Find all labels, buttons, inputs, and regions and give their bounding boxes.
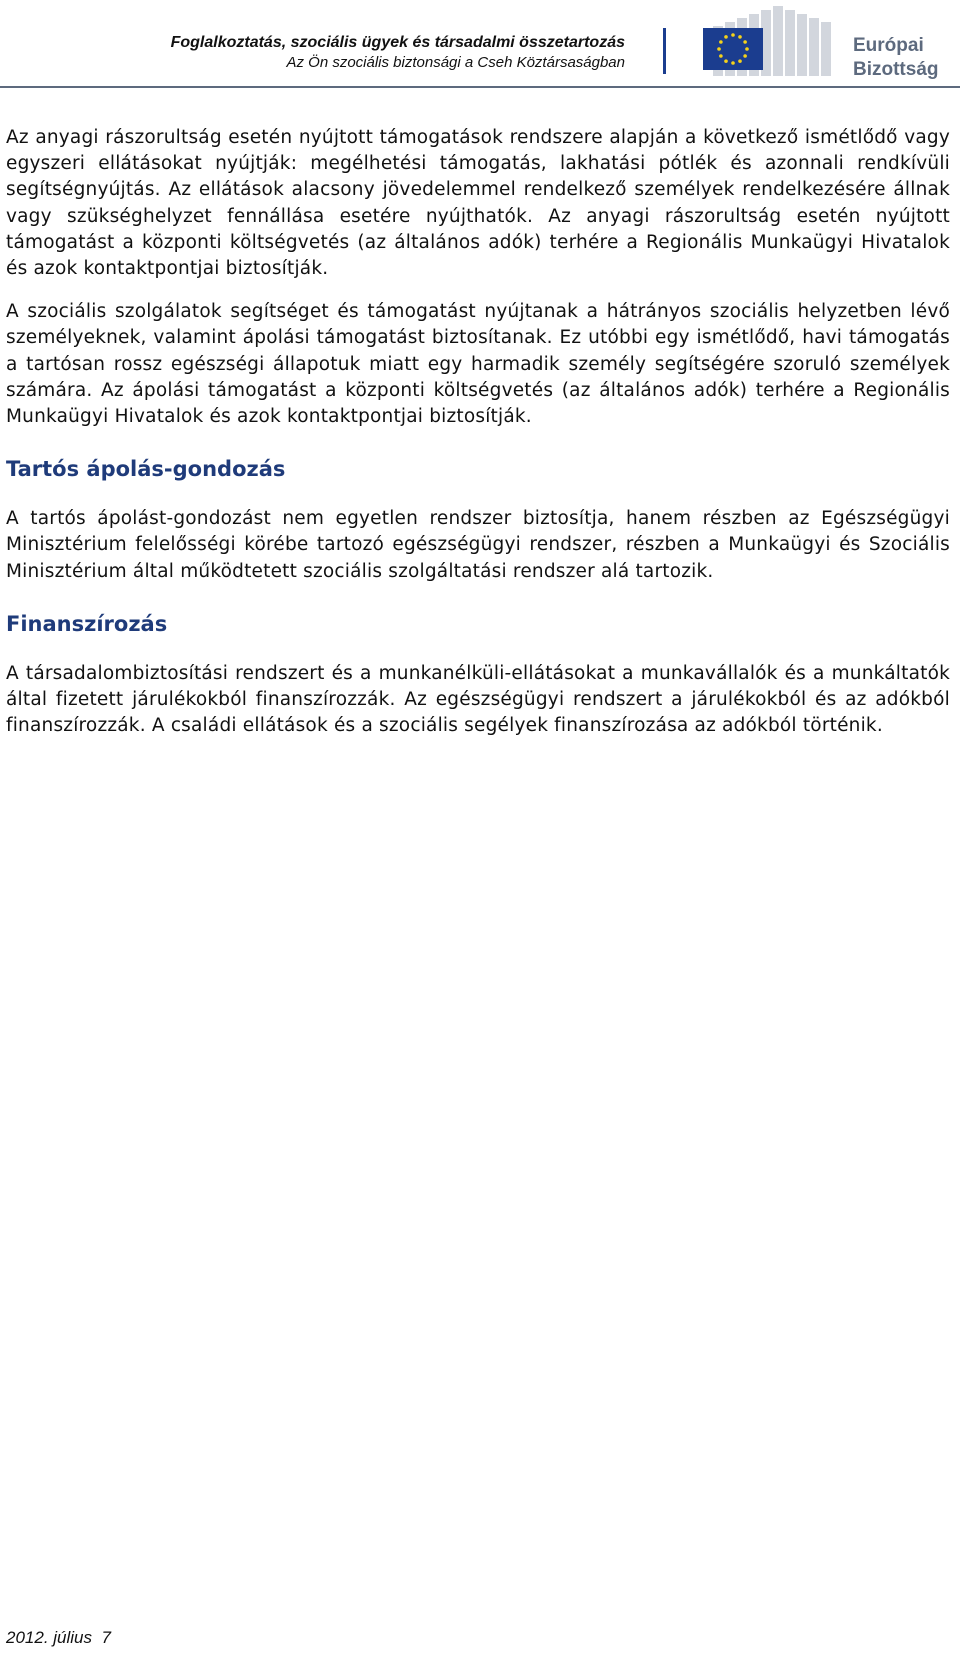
header-text-block [171, 33, 625, 73]
logo-divider [663, 28, 666, 74]
footer-date: 2012. július [6, 1628, 93, 1647]
page-footer [6, 1628, 111, 1648]
paragraph-social-assistance: Az anyagi rászorultság esetén nyújtott támogatások rendszere alapján a következő ismétlődő vagy egyszeri ellátásokat nyújtják: megélhetési támogatás, lakhatási pótlék és azonnali rendkívüli segítségnyújtás. Az ellátások alacsony jövedelemmel rendelkező személyek rendelkezésére állnak vagy szükséghelyzet fennállása esetére nyújthatók. Az anyagi rászorultság esetén nyújtott támogatást a központi költségvetés (az általános adók) terhére a Regionális Munkaügyi Hivatalok és azok kontaktpontjai biztosítják. [6, 127, 950, 280]
eu-star-icon [738, 59, 742, 63]
header-title: Foglalkoztatás, szociális ügyek és társadalmi összetartozás [170, 34, 625, 51]
page-header [0, 0, 960, 88]
paragraph-financing: A társadalombiztosítási rendszert és a munkanélküli-ellátásokat a munkavállalók és a munkáltatók által fizetett járulékokból finanszírozzák. Az egészségügyi rendszert a járulékokból és az adókból finanszírozzák. A családi ellátások és a szociális segélyek finanszírozása az adókból történik. [6, 662, 950, 737]
eu-star-icon [724, 35, 728, 39]
heading-financing: Finanszírozás [6, 611, 168, 636]
document-body [6, 125, 950, 756]
page-number: 7 [101, 1628, 111, 1647]
paragraph-long-term-care: A tartós ápolást-gondozást nem egyetlen rendszer biztosítja, hanem részben az Egészségügyi Minisztérium felelősségi körébe tartozó egészségügyi rendszer, részben a Munkaügyi és Szociális Minisztérium által működtetett szociális szolgáltatási rendszer alá tartozik. [6, 508, 950, 582]
eu-star-icon [717, 47, 721, 51]
eu-commission-logo-icon [703, 0, 843, 80]
eu-star-icon [719, 54, 723, 58]
paragraph-social-services: A szociális szolgálatok segítséget és támogatást nyújtanak a hátrányos szociális helyzetben lévő személyeknek, valamint ápolási támogatást biztosítanak. Ez utóbbi egy ismétlődő, havi támogatás a tartósan rossz egészségi állapotuk miatt egy harmadik személy segítségére szoruló személyek számára. Az ápolási támogatást a központi költségvetés (az általános adók) terhére a Regionális Munkaügyi Hivatalok és azok kontaktpontjai biztosítják. [6, 301, 950, 428]
eu-star-icon [724, 59, 728, 63]
eu-star-icon [743, 54, 747, 58]
eu-star-icon [719, 40, 723, 44]
logo-text [853, 34, 939, 82]
logo-text-line1: Európai [853, 35, 924, 56]
eu-star-icon [731, 33, 735, 37]
eu-star-icon [745, 47, 749, 51]
eu-star-icon [738, 35, 742, 39]
eu-star-icon [743, 40, 747, 44]
logo-text-line2: Bizottság [853, 59, 939, 80]
header-subtitle: Az Ön szociális biztonsági a Cseh Köztársaságban [286, 54, 625, 71]
heading-long-term-care: Tartós ápolás-gondozás [6, 457, 286, 482]
header-divider [0, 86, 960, 88]
eu-star-icon [731, 61, 735, 65]
